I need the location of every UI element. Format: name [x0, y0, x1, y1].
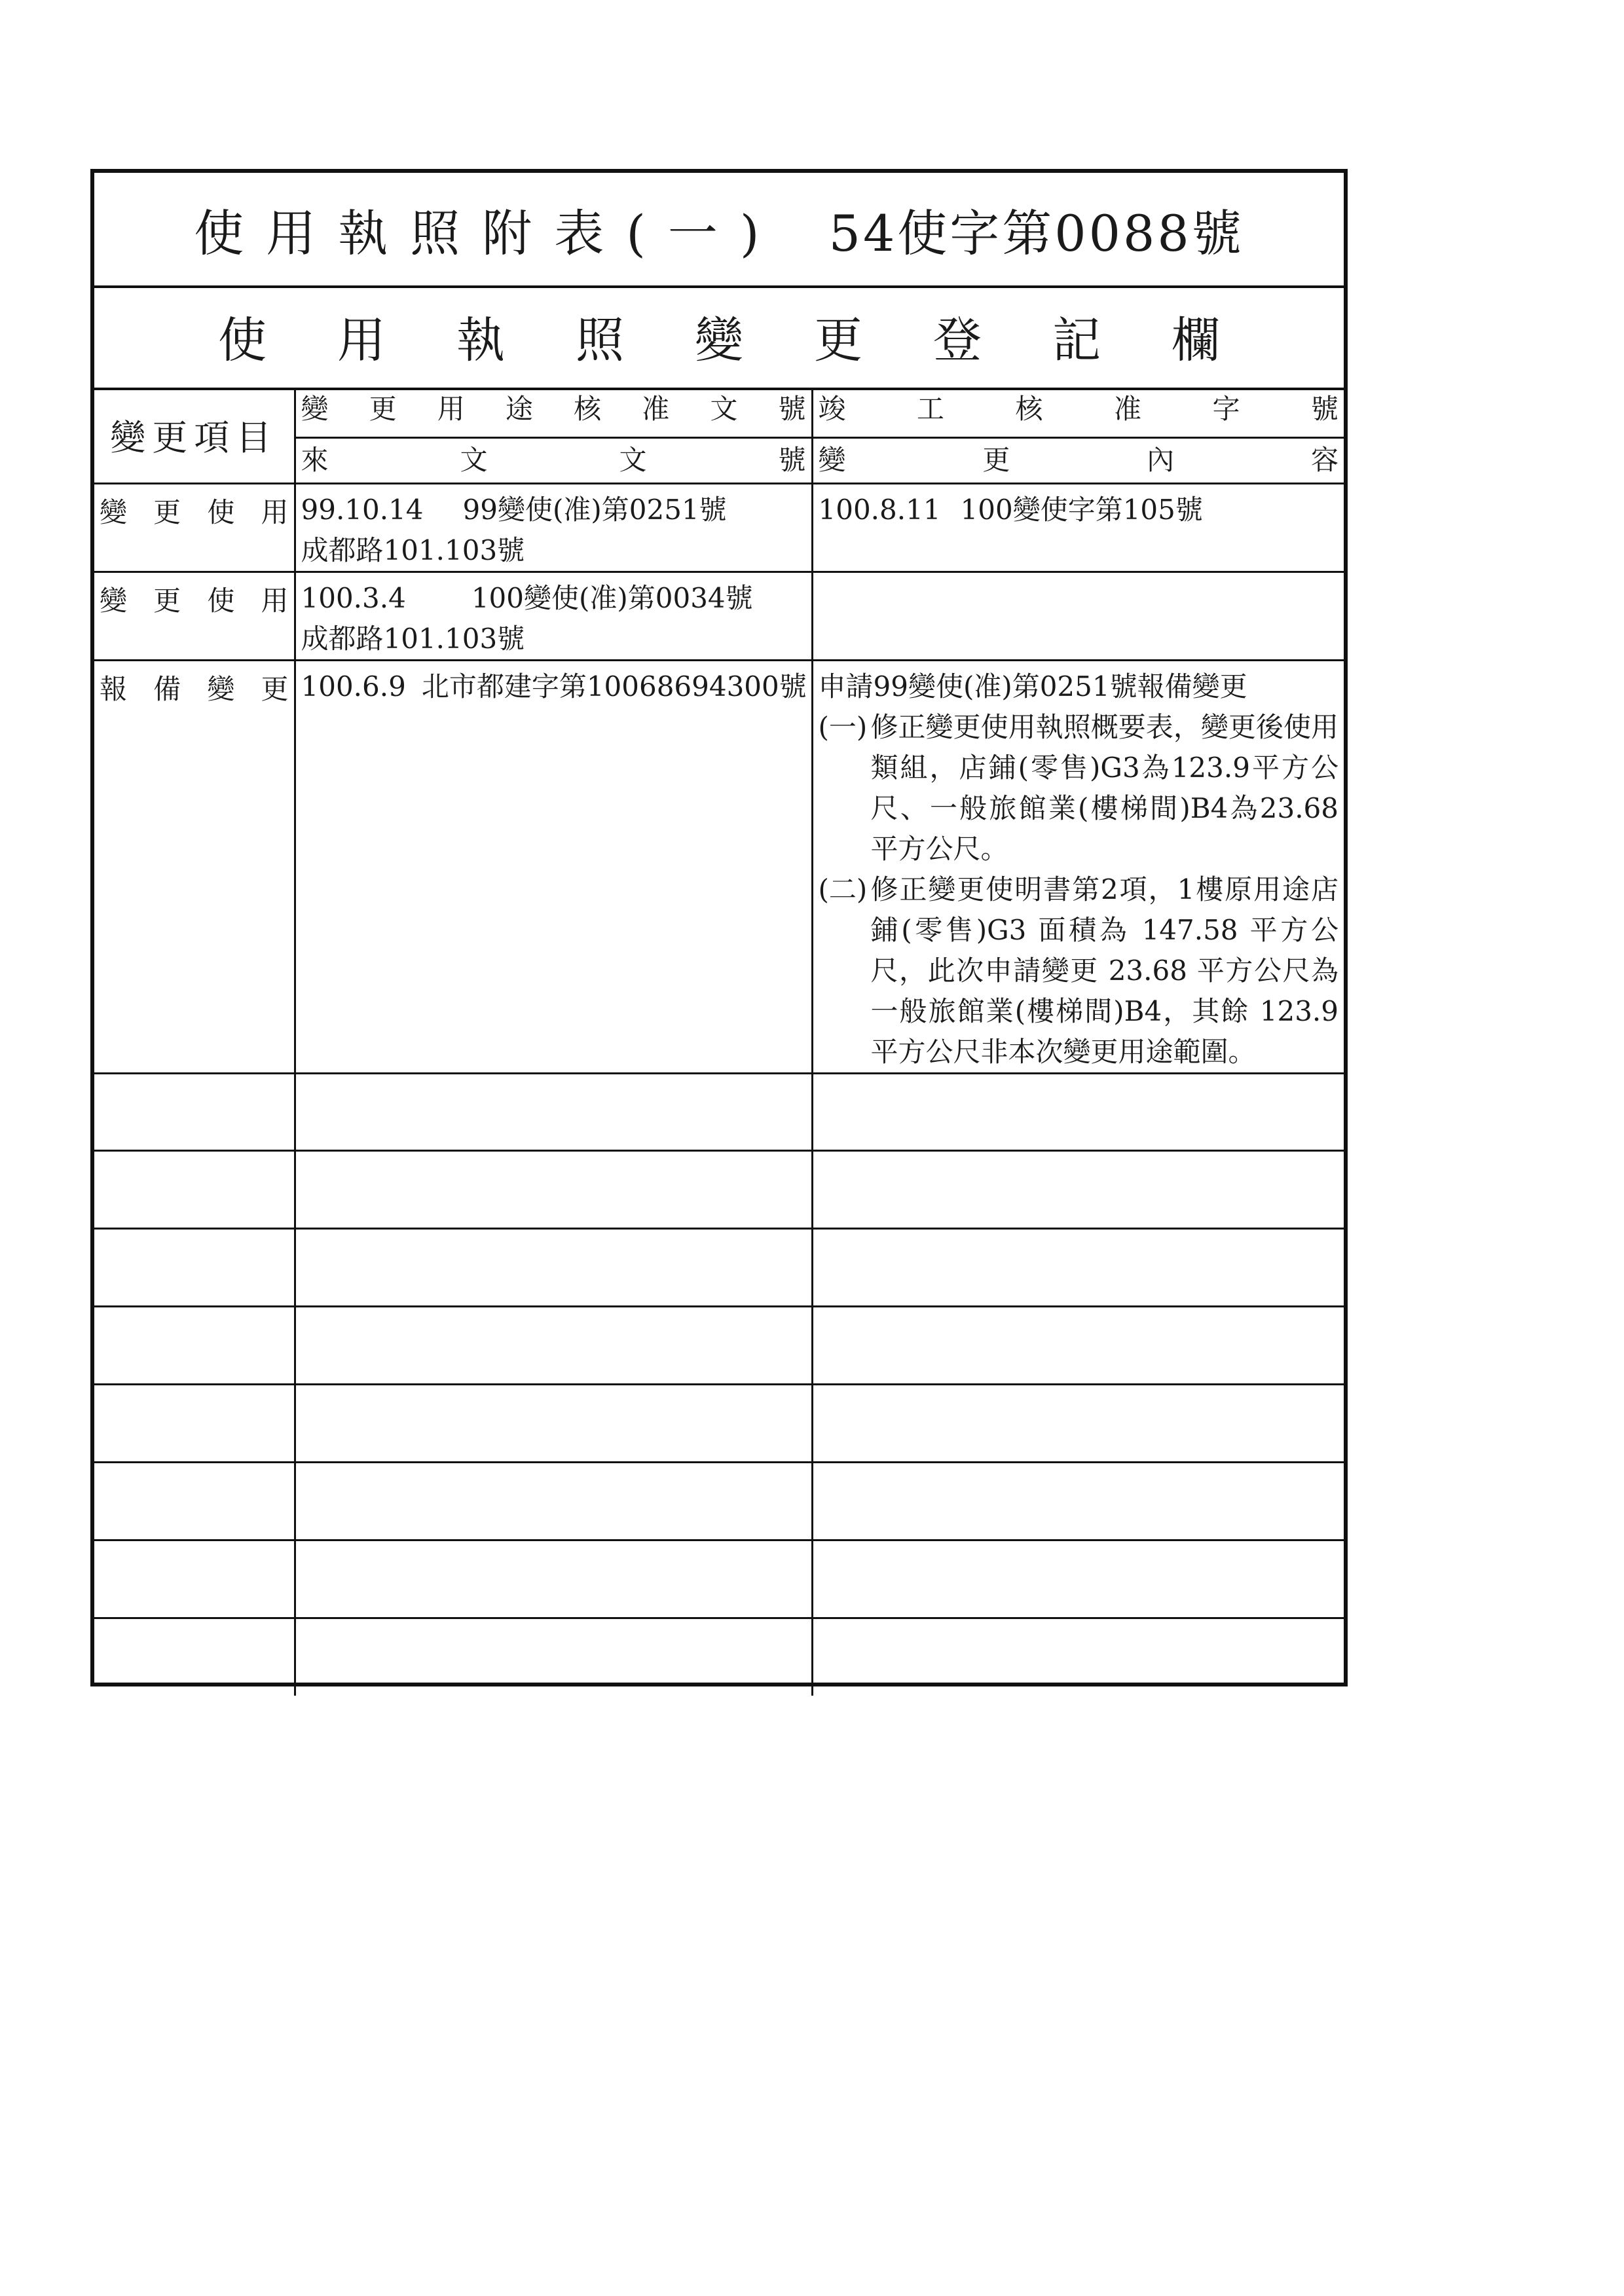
approval-doc: 北市都建字第10068694300號: [421, 670, 807, 702]
row-change-content: [812, 660, 1344, 1073]
table-row: [94, 660, 1344, 1073]
empty-row: [94, 1073, 1344, 1150]
empty-row: [94, 1228, 1344, 1306]
header-char: 准: [642, 393, 670, 425]
row-item: [94, 483, 295, 572]
empty-cell: [94, 1073, 295, 1150]
header-change-item: 變更項目: [94, 388, 295, 483]
header-char: 途: [505, 393, 533, 425]
clause-text: 修正變更使用執照概要表，變更後使用類組，店鋪(零售)G3為123.9平方公尺、一般旅館業(樓梯間)B4為23.68平方公尺。: [870, 710, 1338, 865]
header-char: 更: [369, 393, 397, 425]
row-approval: [295, 660, 812, 1073]
header-row-1: [94, 388, 1344, 437]
item-char: 使: [207, 496, 235, 528]
table-row: [94, 572, 1344, 660]
approval-date: 99.10.14: [301, 493, 424, 526]
header-char: 更: [982, 443, 1010, 476]
header-char: 變: [818, 443, 846, 476]
empty-cell: [812, 1073, 1344, 1150]
approval-date: 100.6.9: [301, 670, 406, 702]
completion-doc: 100變使字第105號: [960, 493, 1203, 526]
clause-number: (二): [818, 873, 868, 905]
empty-row: [94, 1306, 1344, 1384]
table-row: [94, 483, 1344, 572]
header-char: 工: [916, 393, 944, 425]
header-char: 號: [1310, 393, 1338, 425]
row-approval: [295, 483, 812, 572]
page-title: [94, 173, 1344, 288]
row-completion: [812, 483, 1344, 572]
header-char: 容: [1310, 443, 1338, 476]
row-approval: [295, 572, 812, 660]
empty-cell: [94, 1384, 295, 1462]
empty-cell: [295, 1073, 812, 1150]
empty-cell: [295, 1540, 812, 1618]
row-item: [94, 660, 295, 1073]
header-char: 來: [301, 443, 329, 476]
empty-cell: [94, 1540, 295, 1618]
section-title: [94, 285, 1344, 390]
header-char: 文: [460, 443, 488, 476]
completion-date: 100.8.11: [818, 493, 941, 526]
header-char: 文: [710, 393, 738, 425]
empty-cell: [812, 1540, 1344, 1618]
empty-cell: [94, 1228, 295, 1306]
header-char: 用: [437, 393, 465, 425]
empty-cell: [295, 1150, 812, 1228]
title-number: 54使字第0088號: [828, 204, 1244, 263]
empty-cell: [812, 1618, 1344, 1696]
approval-date: 100.3.4: [301, 581, 406, 614]
item-char: 用: [261, 584, 289, 617]
content-clause: [819, 869, 1339, 1072]
empty-cell: [295, 1384, 812, 1462]
item-char: 更: [153, 496, 181, 528]
change-register-table: [94, 388, 1344, 1696]
address: 成都路101.103號: [301, 622, 525, 655]
header-char: 竣: [818, 393, 846, 425]
clause-text: 修正變更使明書第2項，1樓原用途店鋪(零售)G3 面積為 147.58 平方公尺，此次申請變更 23.68 平方公尺為一般旅館業(樓梯間)B4，其餘 123.9平方公尺非本次變更用途範圍。: [870, 873, 1338, 1068]
empty-row: [94, 1618, 1344, 1696]
address: 成都路101.103號: [301, 534, 525, 566]
approval-doc: 99變使(准)第0251號: [462, 493, 727, 526]
header-change-content: [812, 437, 1344, 483]
content-clause: [819, 707, 1339, 869]
header-incoming-doc: [295, 437, 812, 483]
item-char: 備: [153, 672, 181, 705]
registration-sheet: [90, 169, 1348, 1686]
header-char: 准: [1113, 393, 1141, 425]
item-char: 使: [207, 584, 235, 617]
empty-cell: [94, 1618, 295, 1696]
empty-cell: [295, 1618, 812, 1696]
empty-cell: [295, 1228, 812, 1306]
item-char: 變: [100, 496, 128, 528]
approval-doc: 100變使(准)第0034號: [471, 581, 753, 614]
header-char: 核: [1015, 393, 1043, 425]
header-char: 號: [778, 443, 806, 476]
empty-cell: [812, 1228, 1344, 1306]
item-char: 更: [153, 584, 181, 617]
section-title-text: 使用執照變更登記欄: [218, 312, 1291, 369]
empty-cell: [812, 1384, 1344, 1462]
item-char: 用: [261, 496, 289, 528]
item-char: 更: [261, 672, 289, 705]
empty-row: [94, 1150, 1344, 1228]
item-char: 變: [100, 584, 128, 617]
empty-row: [94, 1540, 1344, 1618]
header-char: 字: [1212, 393, 1240, 425]
empty-cell: [94, 1150, 295, 1228]
empty-cell: [94, 1462, 295, 1540]
header-char: 內: [1147, 443, 1175, 476]
row-completion: [812, 572, 1344, 660]
empty-cell: [812, 1306, 1344, 1384]
empty-cell: [812, 1462, 1344, 1540]
empty-cell: [94, 1306, 295, 1384]
item-char: 報: [100, 672, 128, 705]
header-char: 號: [778, 393, 806, 425]
header-char: 核: [574, 393, 602, 425]
empty-row: [94, 1384, 1344, 1462]
item-char: 變: [207, 672, 235, 705]
empty-cell: [295, 1462, 812, 1540]
row-item: [94, 572, 295, 660]
empty-cell: [295, 1306, 812, 1384]
content-intro: 申請99變使(准)第0251號報備變更: [818, 670, 1247, 702]
title-name: 使用執照附表(一): [194, 204, 782, 263]
clause-number: (一): [818, 710, 868, 743]
header-approval-doc: [295, 388, 812, 437]
empty-row: [94, 1462, 1344, 1540]
header-char: 變: [301, 393, 329, 425]
empty-cell: [812, 1150, 1344, 1228]
header-completion-doc: [812, 388, 1344, 437]
header-char: 文: [619, 443, 647, 476]
